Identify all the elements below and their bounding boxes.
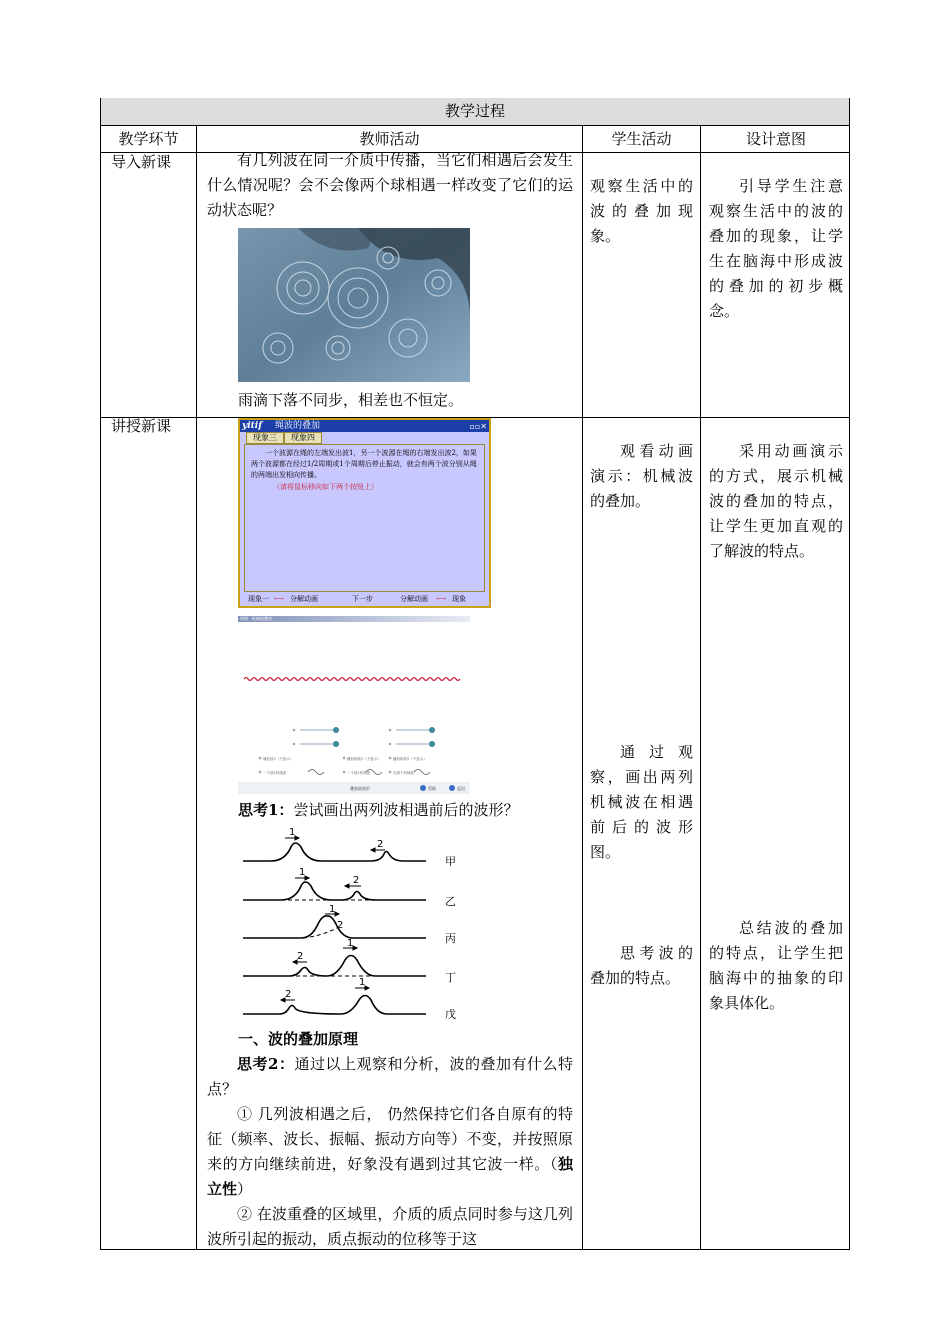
wave-num: 2 xyxy=(297,951,304,962)
col-divider xyxy=(582,126,583,1250)
slider-controls[interactable] xyxy=(238,724,470,796)
arrow-icon: ⟷ xyxy=(436,595,447,603)
tab-phenomenon-3[interactable]: 现象三 xyxy=(246,432,284,444)
next-step-button[interactable]: 下一步 xyxy=(352,595,373,603)
sim-titlebar xyxy=(240,420,489,432)
legend-text: 在那个机械波 xyxy=(393,771,414,775)
simulation-window xyxy=(238,418,491,608)
decompose-animation-button[interactable]: 分解动画 xyxy=(290,595,318,603)
decompose-animation-button-2[interactable]: 分解动画 xyxy=(400,595,428,603)
point1-text: ① 几列波相遇之后， 仍然保持它们各自原有的特征（频率、波长、振幅、振动方向等）不变，并按照原来的方向继续前进，好象没有遇到过其它波一样。（ xyxy=(207,1105,573,1173)
sim-window-title: 绳波的叠加 xyxy=(274,421,320,431)
raindrop-ripple-photo xyxy=(238,228,470,382)
wave-label-wu: 戊 xyxy=(445,1008,456,1021)
think-question-2 xyxy=(207,1052,573,1102)
teacher-intro: 有几列波在同一介质中传播，当它们相遇后会发生什么情况呢？会不会像两个球相遇一样改变了它们的运动状态呢？ xyxy=(207,151,573,219)
think-question-1 xyxy=(238,798,518,823)
wave-superposition-diagram xyxy=(241,828,471,1028)
col-divider xyxy=(196,126,197,1250)
superposed-wave-line xyxy=(238,674,470,684)
design-intent-3: 总结波的叠加的特点，让学生把脑海中的抽象的印象具体化。 xyxy=(709,919,843,1012)
sim-logo: yitif xyxy=(242,421,263,431)
header-intent: 设计意图 xyxy=(745,130,806,148)
wave-label-bing: 丙 xyxy=(445,932,456,945)
phenomenon-button[interactable]: 现象 xyxy=(452,595,466,603)
teaching-process-table xyxy=(100,98,850,1250)
section-title: 一、波的叠加原理 xyxy=(238,1030,359,1048)
design-intent-1: 引导学生注意观察生活中的波的叠加的现象，让学生在脑海中形成波的叠加的初步概念。 xyxy=(709,177,843,320)
back-button[interactable] xyxy=(449,785,455,791)
legend-text: 一个波1机械波 xyxy=(347,771,371,775)
wave-num: 1 xyxy=(329,904,336,915)
stage-label: 导入新课 xyxy=(111,153,172,171)
screen-header xyxy=(238,616,470,622)
point1-end: ） xyxy=(237,1180,253,1198)
rule xyxy=(101,1249,849,1250)
wave-num: 2 xyxy=(353,875,360,886)
header-stage: 教学环节 xyxy=(118,130,179,148)
think2-text: 通过以上观察和分析，波的叠加有什么特点？ xyxy=(207,1055,573,1098)
wave-num: 1 xyxy=(359,977,366,988)
screen-header-text: 物理 · 机械波叠加 xyxy=(240,616,272,621)
wave-num: 2 xyxy=(285,989,292,1000)
wave-num: 1 xyxy=(347,938,354,949)
legend-text: 一个波1机械波 xyxy=(263,771,287,775)
think1-text: 尝试画出两列波相遇前后的波形？ xyxy=(293,801,519,819)
stage-label: 讲授新课 xyxy=(111,417,172,435)
think1-label: 思考1： xyxy=(238,801,294,819)
legend-text: 播放和波2（不显示） xyxy=(347,757,381,761)
student-activity-4: 思考波的叠加的特点。 xyxy=(590,944,693,987)
wave-num: 2 xyxy=(337,920,344,931)
student-activity-1: 观察生活中的波的叠加现象。 xyxy=(590,177,693,245)
point-superposition: ② 在波重叠的区域里，介质的质点同时参与这几列波所引起的振动，质点振动的位移等于这 xyxy=(207,1205,573,1248)
back-button-label: 返回 xyxy=(457,786,465,791)
point1-bold: 独立性 xyxy=(207,1155,573,1198)
window-controls-icon[interactable]: ▫▫✕ xyxy=(469,422,487,431)
wave-label-jia: 甲 xyxy=(445,855,456,868)
sim-hint: （请将鼠标移向如下两个按钮上） xyxy=(273,483,378,491)
legend-text: 播放波2（不显示） xyxy=(263,757,294,761)
table-title: 教学过程 xyxy=(101,98,849,125)
point-independence xyxy=(207,1102,573,1202)
legend-text: 播放和波2（不显示） xyxy=(393,757,427,761)
arrow-icon: ⟷ xyxy=(274,595,285,603)
phenomenon-1-button[interactable]: 现象一 xyxy=(248,595,269,603)
sim-description: 一个波源在绳的左端发出波1，另一个波源在绳的右端发出波2，如果两个波源都在经过1/2周期或1个周期后停止振动，就会有两个波分别从绳的两端出发相向传播。 xyxy=(251,449,477,479)
superposed-waveform-label: 叠加波波形 xyxy=(350,786,370,791)
sim-content xyxy=(244,444,485,592)
wave-label-yi: 乙 xyxy=(445,895,456,908)
think2-label: 思考2： xyxy=(237,1055,295,1073)
design-intent-2: 采用动画演示的方式，展示机械波的叠加的特点，让学生更加直观的了解波的特点。 xyxy=(709,442,843,560)
photo-caption: 雨滴下落不同步，相差也不恒定。 xyxy=(238,391,464,409)
help-button-label: 帮助 xyxy=(428,786,436,791)
student-activity-2: 观看动画演示：机械波的叠加。 xyxy=(590,442,693,510)
help-button[interactable] xyxy=(420,785,426,791)
wave-num: 1 xyxy=(289,828,296,838)
wave-animation-screen xyxy=(238,616,470,796)
tab-phenomenon-4[interactable]: 现象四 xyxy=(284,432,322,444)
wave-num: 2 xyxy=(377,839,384,850)
col-divider xyxy=(700,126,701,1250)
header-student: 学生活动 xyxy=(611,130,672,148)
header-teacher: 教师活动 xyxy=(359,130,420,148)
wave-num: 1 xyxy=(299,867,306,878)
sim-bottom-bar xyxy=(240,593,489,606)
student-activity-3: 通过观察，画出两列机械波在相遇前后的波形图。 xyxy=(590,743,693,861)
wave-label-ding: 丁 xyxy=(445,971,456,984)
